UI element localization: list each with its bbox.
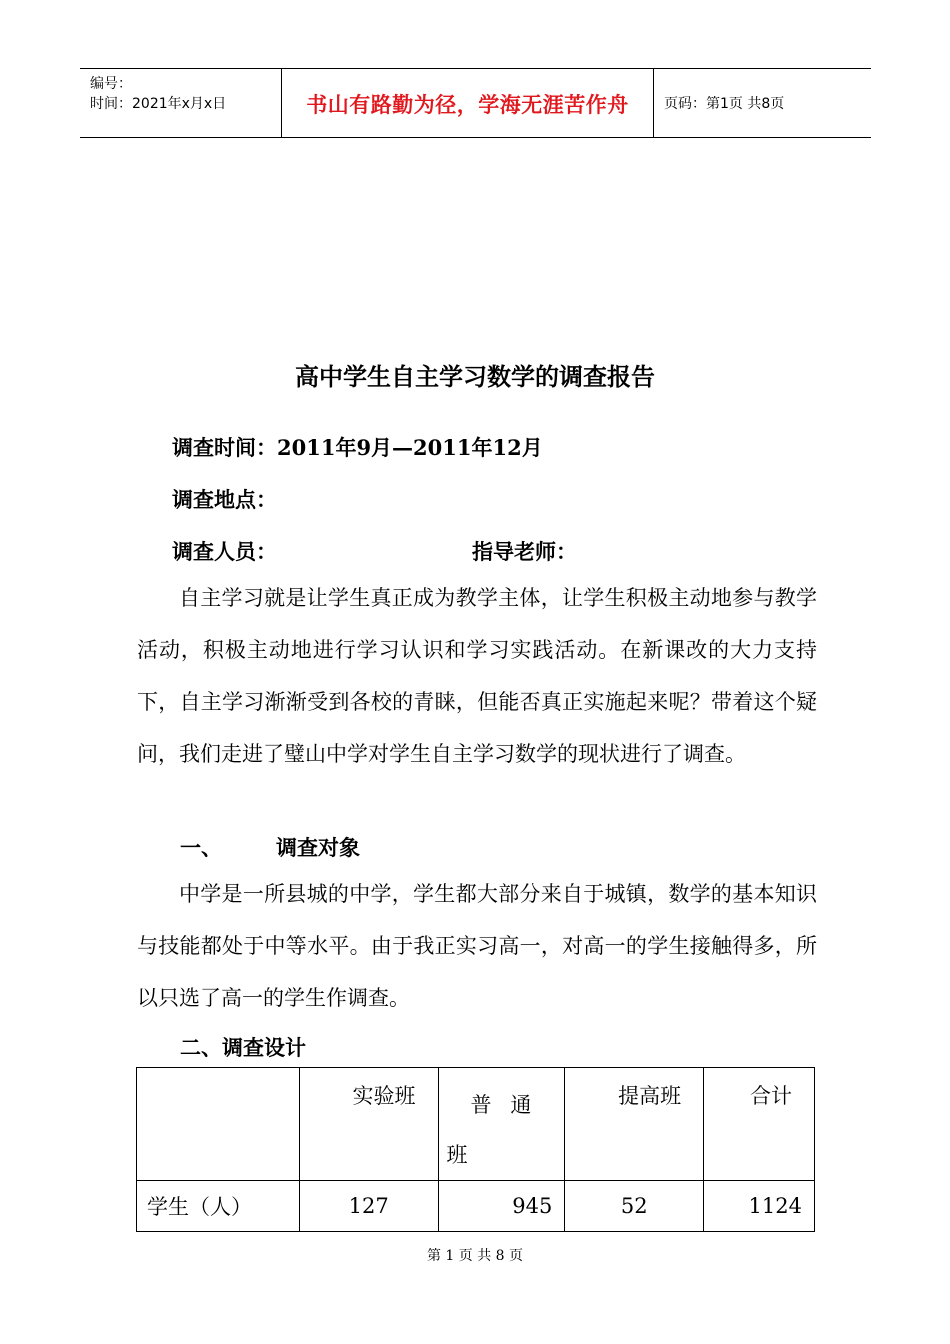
section1-number: 一、 xyxy=(180,836,222,860)
table-header-part: 普通 xyxy=(470,1093,551,1117)
survey-place-label: 调查地点： xyxy=(172,488,277,512)
number-label: 编号： xyxy=(90,76,132,92)
section1-paragraph xyxy=(137,868,817,1024)
table-header-cell: 合计 xyxy=(704,1068,815,1181)
intro-paragraph xyxy=(137,572,817,780)
table-header-cell: 实验班 xyxy=(299,1068,438,1181)
survey-time xyxy=(172,432,543,462)
motto-text: 书山有路勤为径，学海无涯苦作舟 xyxy=(306,93,629,117)
table-header-cell xyxy=(438,1068,565,1181)
table-cell: 945 xyxy=(438,1181,565,1232)
table-cell: 52 xyxy=(565,1181,704,1232)
table-row-label: 学生（人） xyxy=(137,1181,300,1232)
table-header-cell: 提高班 xyxy=(565,1068,704,1181)
section2-title: 二、调查设计 xyxy=(180,1036,306,1060)
survey-staff-label: 调查人员： xyxy=(172,540,277,564)
survey-time-label: 调查时间： xyxy=(172,436,277,460)
header-motto-cell xyxy=(282,69,654,137)
header-info-cell xyxy=(80,69,282,137)
survey-time-value: 2011年9月—2011年12月 xyxy=(277,435,543,460)
document-header xyxy=(80,68,871,138)
intro-text: 自主学习就是让学生真正成为教学主体，让学生积极主动地参与教学活动，积极主动地进行学习认识和学习实践活动。在新课改的大力支持下，自主学习渐渐受到各校的青睐，但能否真正实施起来呢？带着这个疑问，我们走进了璧山中学对学生自主学习数学的现状进行了调查。 xyxy=(137,586,817,766)
date-label: 时间：2021年x月x日 xyxy=(90,96,227,112)
report-title: 高中学生自主学习数学的调查报告 xyxy=(295,363,655,391)
table-header-row xyxy=(137,1068,815,1181)
header-page-info: 页码：第1页 共8页 xyxy=(664,96,785,112)
table-cell: 1124 xyxy=(704,1181,815,1232)
survey-design-table xyxy=(136,1067,815,1232)
section1-title: 调查对象 xyxy=(276,836,360,860)
table-header-part: 班 xyxy=(446,1143,468,1167)
advisor-label: 指导老师： xyxy=(472,540,577,564)
table-header-empty xyxy=(137,1068,300,1181)
table-row xyxy=(137,1181,815,1232)
page-footer: 第 1 页 共 8 页 xyxy=(426,1248,524,1264)
table-cell: 127 xyxy=(299,1181,438,1232)
section1-text: 中学是一所县城的中学，学生都大部分来自于城镇，数学的基本知识与技能都处于中等水平。由于我正实习高一，对高一的学生接触得多，所以只选了高一的学生作调查。 xyxy=(137,882,817,1010)
